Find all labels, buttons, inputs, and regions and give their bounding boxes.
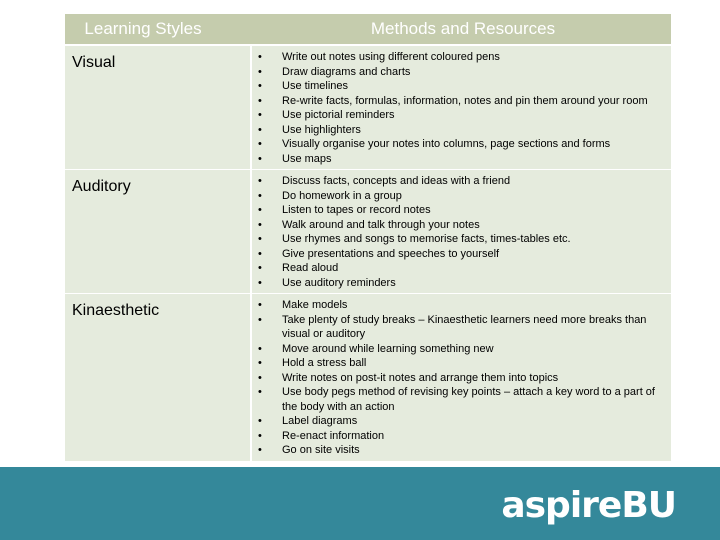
table-header-row	[65, 14, 671, 45]
list-item: • Read aloud	[252, 261, 671, 276]
list-item: • Move around while learning something new	[252, 342, 671, 357]
list-item: • Use maps	[252, 152, 671, 167]
list-item: • Listen to tapes or record notes	[252, 203, 671, 218]
list-item: • Use rhymes and songs to memorise facts, times-tables etc.	[252, 232, 671, 247]
list-item: • Go on site visits	[252, 443, 671, 458]
list-item: • Label diagrams	[252, 414, 671, 429]
header-learning-styles: Learning Styles	[65, 14, 251, 45]
style-name: Auditory	[65, 170, 251, 294]
list-item: • Write out notes using different coloured pens	[252, 50, 671, 65]
list-item: • Make models	[252, 298, 671, 313]
list-item: • Do homework in a group	[252, 189, 671, 204]
table-row	[65, 170, 671, 294]
methods-list	[252, 298, 671, 458]
footer-band	[0, 467, 720, 540]
list-item: • Walk around and talk through your notes	[252, 218, 671, 233]
list-item: • Use timelines	[252, 79, 671, 94]
list-item: • Re-enact information	[252, 429, 671, 444]
list-item: • Give presentations and speeches to yourself	[252, 247, 671, 262]
list-item: • Use body pegs method of revising key points – attach a key word to a part of the body with an action	[252, 385, 671, 414]
list-item: • Use auditory reminders	[252, 276, 671, 291]
list-item: • Write notes on post-it notes and arrange them into topics	[252, 371, 671, 386]
list-item: • Take plenty of study breaks – Kinaesthetic learners need more breaks than visual or auditory	[252, 313, 671, 342]
learning-styles-table	[65, 14, 671, 462]
list-item: • Re-write facts, formulas, information, notes and pin them around your room	[252, 94, 671, 109]
list-item: • Visually organise your notes into columns, page sections and forms	[252, 137, 671, 152]
list-item: • Discuss facts, concepts and ideas with a friend	[252, 174, 671, 189]
methods-list	[252, 174, 671, 290]
list-item: • Hold a stress ball	[252, 356, 671, 371]
style-name: Visual	[65, 45, 251, 170]
header-methods-resources: Methods and Resources	[251, 14, 671, 45]
table-row	[65, 294, 671, 462]
table-row	[65, 45, 671, 170]
style-name: Kinaesthetic	[65, 294, 251, 462]
aspirebu-logo: aspireBU	[501, 485, 676, 526]
list-item: • Use highlighters	[252, 123, 671, 138]
list-item: • Draw diagrams and charts	[252, 65, 671, 80]
list-item: • Use pictorial reminders	[252, 108, 671, 123]
methods-list	[252, 50, 671, 166]
